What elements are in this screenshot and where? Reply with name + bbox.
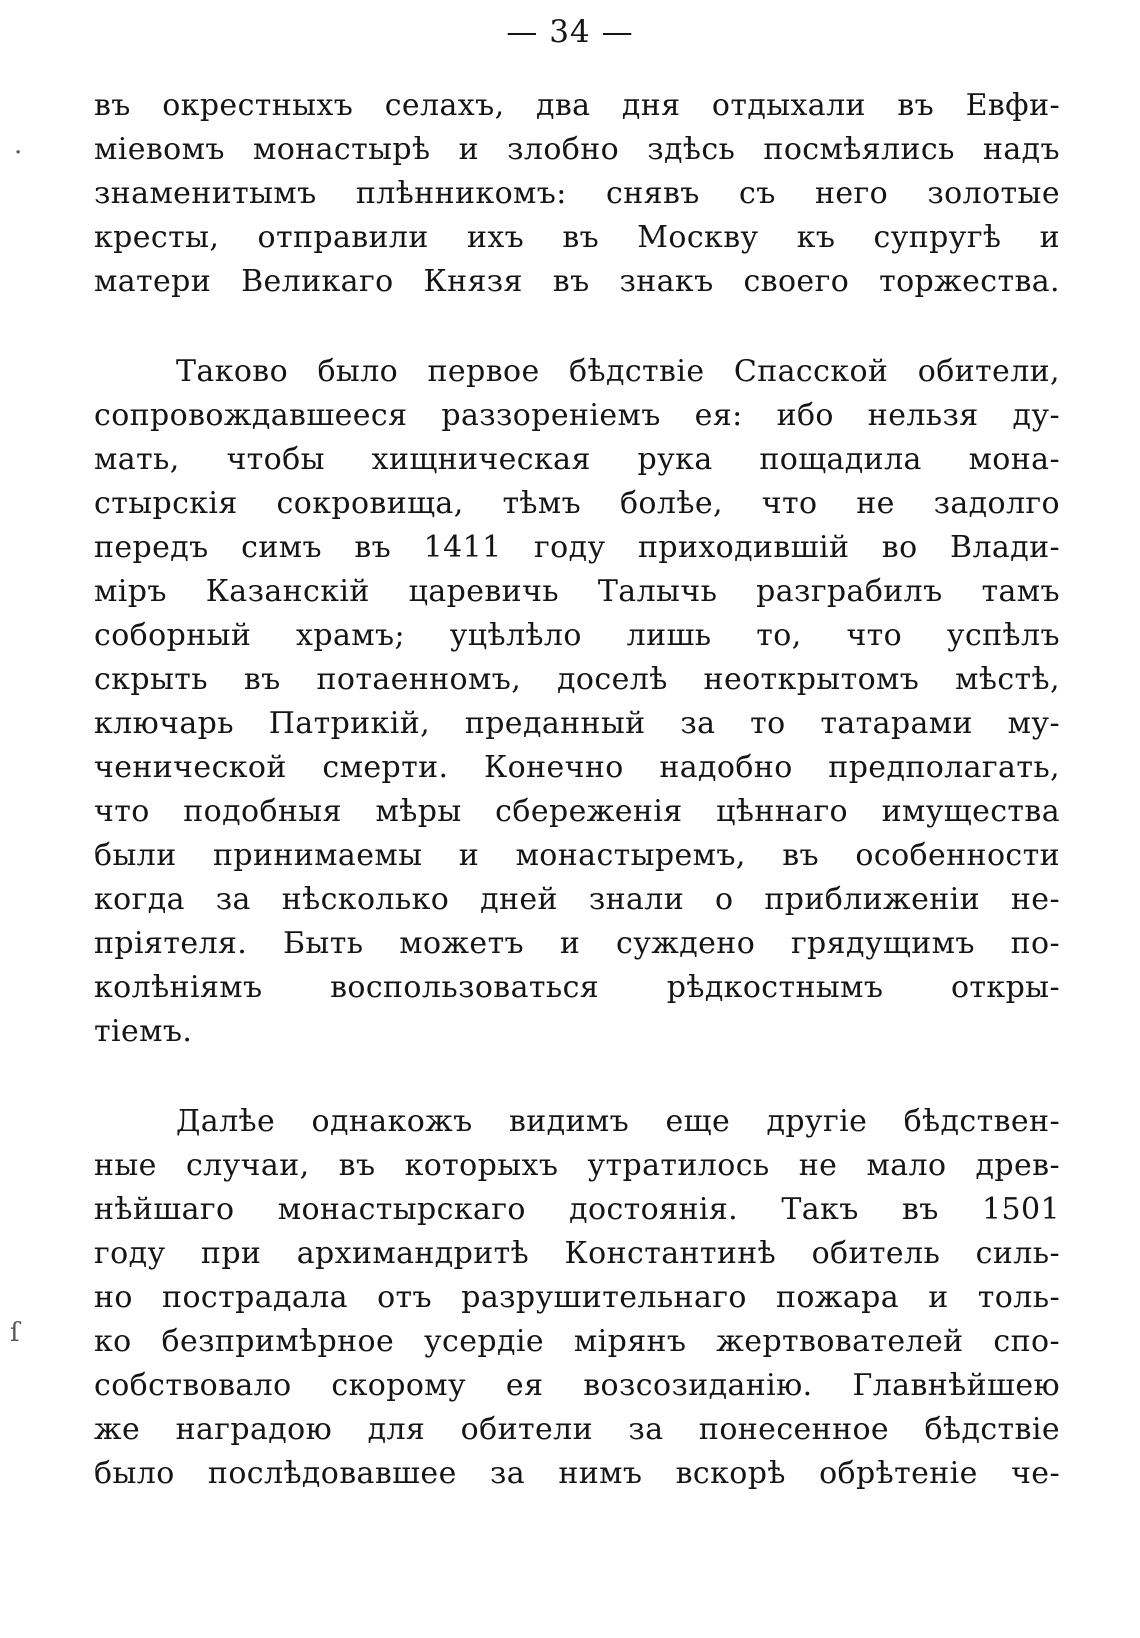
text-line: мать, чтобы хищническая рука пощадила мона- [94,442,1060,477]
text-line: году при архимандритѣ Константинѣ обитель силь- [94,1236,1060,1271]
text-line: ко безпримѣрное усердіе мірянъ жертвователей спо- [94,1324,1060,1359]
text-line: но пострадала отъ разрушительнаго пожара и толь- [94,1280,1060,1315]
scan-speck: · [14,138,23,168]
text-line: ные случаи, въ которыхъ утратилось не мало древ- [94,1148,1060,1183]
text-line: ключарь Патрикій, преданный за то татарами му- [94,706,1060,741]
text-line: міевомъ монастырѣ и злобно здѣсь посмѣялись надъ [94,132,1060,167]
scan-speck: ſ [10,1318,20,1348]
text-line: пріятеля. Быть можетъ и суждено грядущимъ по- [94,926,1060,961]
text-line: кресты, отправили ихъ въ Москву къ супругѣ и [94,220,1060,255]
paragraph-2 [94,350,1060,1054]
text-line: Далѣе однакожъ видимъ еще другіе бѣдствен- [176,1104,1060,1139]
text-line: что подобныя мѣры сбереженія цѣннаго имущества [94,794,1060,829]
text-line: въ окрестныхъ селахъ, два дня отдыхали въ Евфи- [94,88,1060,123]
text-line: ченической смерти. Конечно надобно предполагать, [94,750,1060,785]
text-line: скрыть въ потаенномъ, доселѣ неоткрытомъ мѣстѣ, [94,662,1060,697]
text-line: когда за нѣсколько дней знали о приближеніи не- [94,882,1060,917]
paragraph-1 [94,84,1060,304]
text-line: были принимаемы и монастыремъ, въ особенности [94,838,1060,873]
text-line: было послѣдовавшее за нимъ вскорѣ обрѣтеніе че- [94,1456,1060,1491]
text-line: соборный храмъ; уцѣлѣло лишь то, что успѣлъ [94,618,1060,653]
text-line: собствовало скорому ея возсозиданію. Главнѣйшею [94,1368,1060,1403]
paragraph-3 [94,1100,1060,1496]
text-line: нѣйшаго монастырскаго достоянія. Такъ въ 1501 [94,1192,1060,1227]
text-line: тіемъ. [94,1014,193,1049]
text-line: Таково было первое бѣдствіе Спасской обители, [176,354,1060,389]
text-line: міръ Казанскій царевичь Талычь разграбилъ тамъ [94,574,1060,609]
text-line: передъ симъ въ 1411 году приходившій во Влади- [94,530,1060,565]
text-line: матери Великаго Князя въ знакъ своего торжества. [94,264,1060,299]
text-line: колѣніямъ воспользоваться рѣдкостнымъ откры- [94,970,1060,1005]
text-line: же наградою для обители за понесенное бѣдствіе [94,1412,1060,1447]
text-line: стырскія сокровища, тѣмъ болѣе, что не задолго [94,486,1060,521]
text-line: знаменитымъ плѣнникомъ: снявъ съ него золотые [94,176,1060,211]
text-line: сопровождавшееся раззореніемъ ея: ибо нельзя ду- [94,398,1060,433]
page-number: — 34 — [506,14,634,50]
